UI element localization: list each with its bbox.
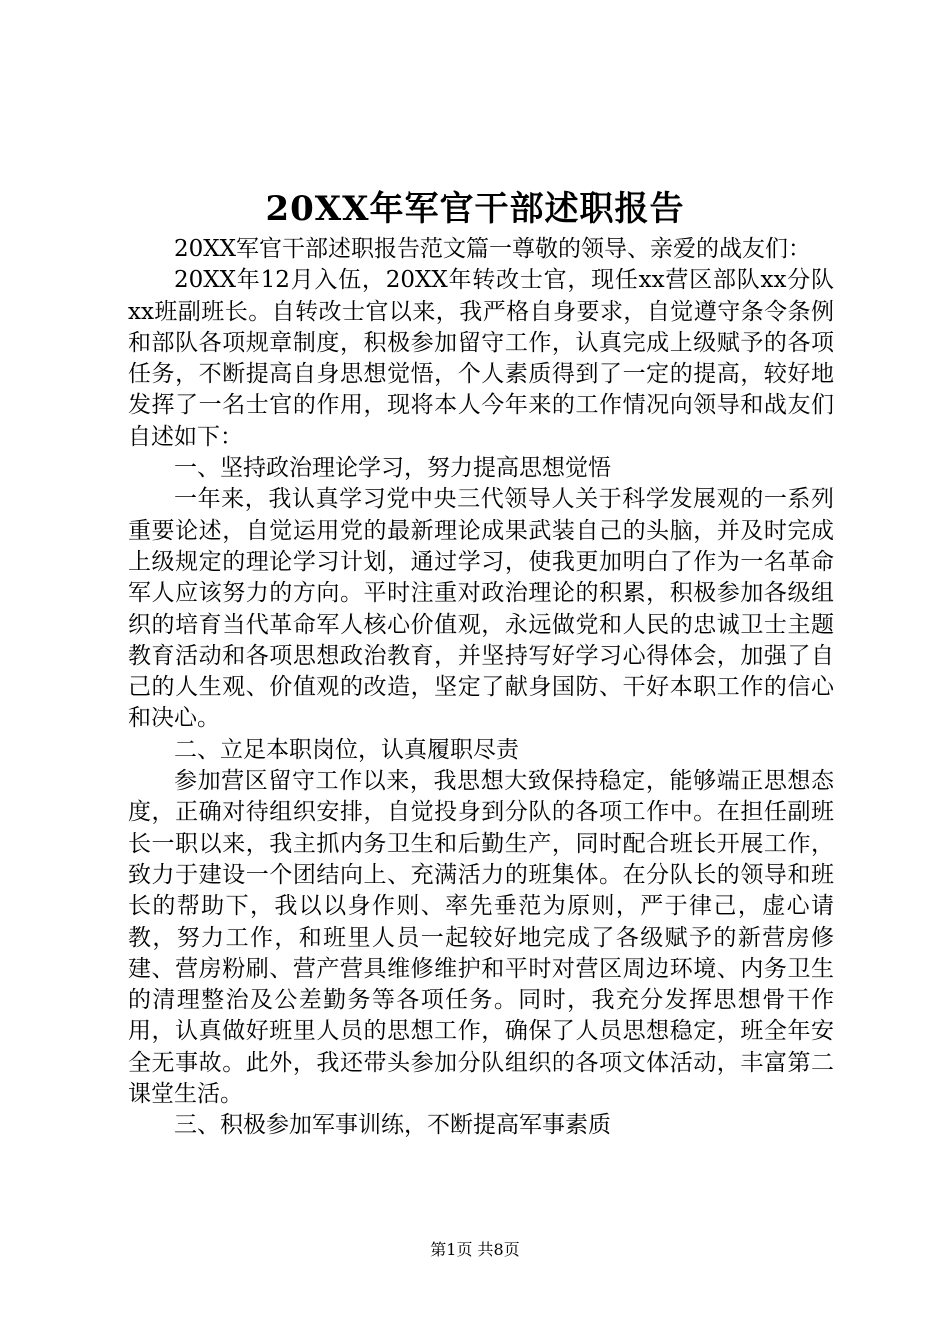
page-number: 第1页 共8页 bbox=[430, 1240, 520, 1259]
document-body bbox=[128, 234, 834, 1142]
section-heading-1: 一、坚持政治理论学习，努力提高思想觉悟 bbox=[174, 455, 611, 482]
paragraph-section-1: 一年来，我认真学习党中央三代领导人关于科学发展观的一系列重要论述，自觉运用党的最新理论成果武装自己的头脑，并及时完成上级规定的理论学习计划，通过学习，使我更加明白了作为一名革命军人应该努力的方向。平时注重对政治理论的积累，积极参加各级组织的培育当代革命军人核心价值观，永远做党和人民的忠诚卫士主题教育活动和各项思想政治教育，并坚持写好学习心得体会，加强了自己的人生观、价值观的改造，坚定了献身国防、干好本职工作的信心和决心。 bbox=[128, 486, 834, 732]
paragraph-introduction: 20XX年12月入伍，20XX年转改士官，现任xx营区部队xx分队xx班副班长。自转改士官以来，我严格自身要求，自觉遵守条令条例和部队各项规章制度，积极参加留守工作，认真完成上级赋予的各项任务，不断提高自身思想觉悟，个人素质得到了一定的提高，较好地发挥了一名士官的作用，现将本人今年来的工作情况向领导和战友们自述如下： bbox=[128, 267, 834, 450]
document-title: 20XX年军官干部述职报告 bbox=[265, 189, 685, 229]
section-heading-3: 三、积极参加军事训练，不断提高军事素质 bbox=[174, 1112, 611, 1139]
section-heading-2: 二、立足本职岗位，认真履职尽责 bbox=[174, 736, 519, 763]
paragraph-salutation: 20XX军官干部述职报告范文篇一尊敬的领导、亲爱的战友们： bbox=[174, 236, 812, 262]
paragraph-section-2: 参加营区留守工作以来，我思想大致保持稳定，能够端正思想态度，正确对待组织安排，自觉投身到分队的各项工作中。在担任副班长一职以来，我主抓内务卫生和后勤生产，同时配合班长开展工作，致力于建设一个团结向上、充满活力的班集体。在分队长的领导和班长的帮助下，我以以身作则、率先垂范为原则，严于律己，虚心请教，努力工作，和班里人员一起较好地完成了各级赋予的新营房修建、营房粉刷、营产营具维修维护和平时对营区周边环境、内务卫生的清理整治及公差勤务等各项任务。同时，我充分发挥思想骨干作用，认真做好班里人员的思想工作，确保了人员思想稳定，班全年安全无事故。此外，我还带头参加分队组织的各项文体活动，丰富第二课堂生活。 bbox=[128, 768, 834, 1108]
